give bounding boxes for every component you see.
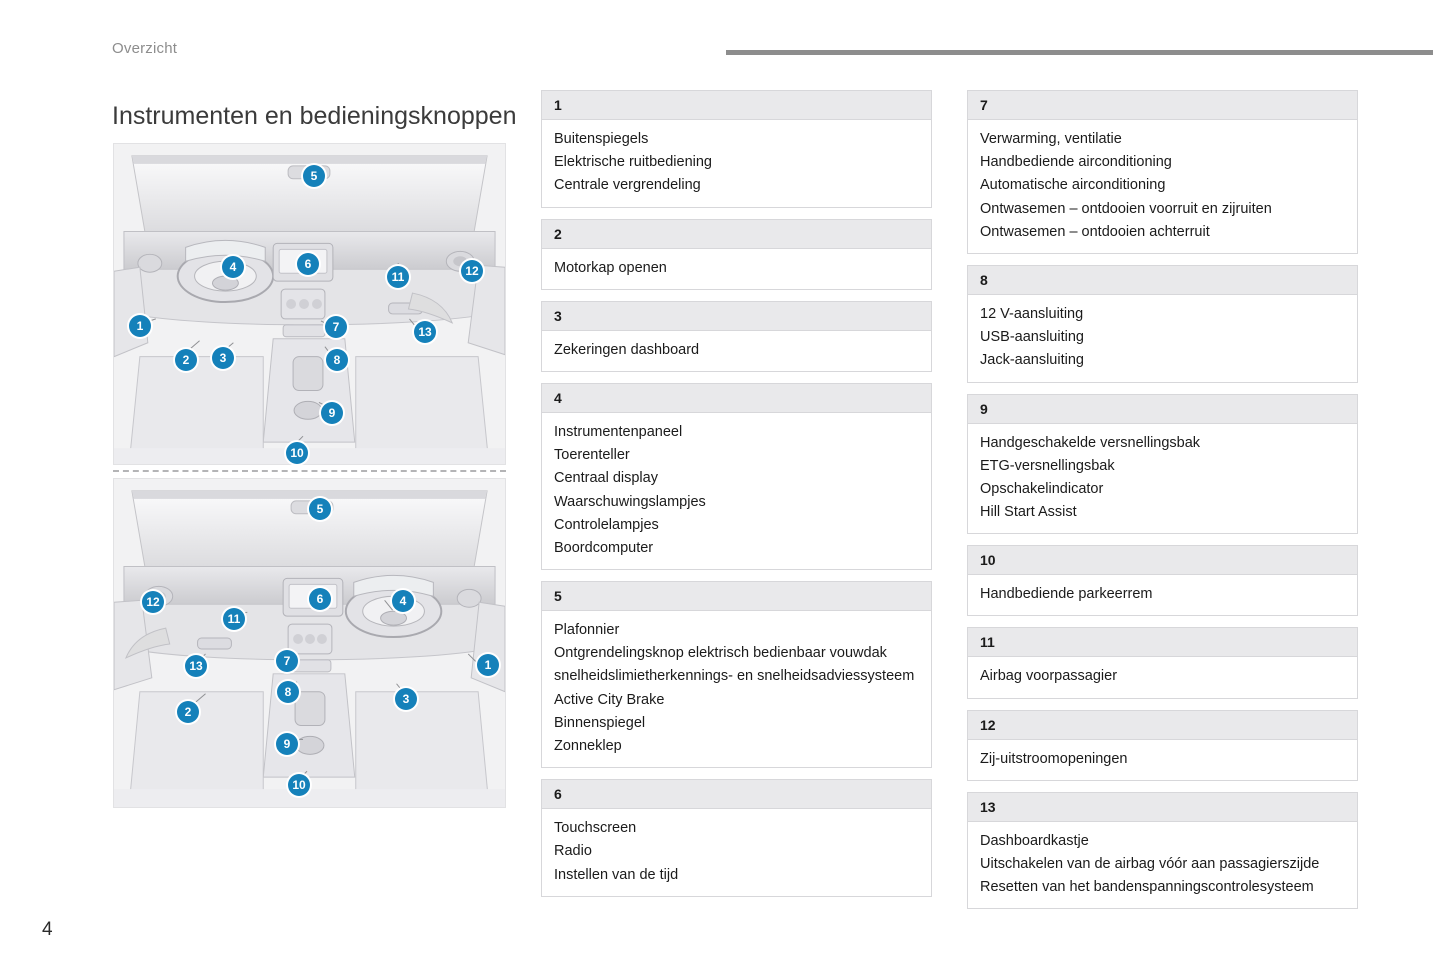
callout-list-right (967, 90, 1358, 920)
callout-number: 9 (967, 394, 1358, 424)
callout-line: Handbediende parkeerrem (980, 586, 1153, 603)
callout-body (541, 331, 932, 372)
callout-line: Active City Brake (554, 691, 665, 708)
callout-badge-1: 1 (477, 654, 499, 676)
callout-item (541, 581, 932, 768)
callout-number: 6 (541, 779, 932, 809)
callout-line: Controlelampjes (554, 516, 659, 533)
callout-number: 4 (541, 383, 932, 413)
page-title: Instrumenten en bedieningsknoppen (112, 101, 517, 130)
callout-line: Zekeringen dashboard (554, 341, 700, 358)
callout-badge-9: 9 (321, 402, 343, 424)
callout-line: Motorkap openen (554, 259, 667, 276)
callout-badge-9: 9 (276, 733, 298, 755)
callout-list-middle (541, 90, 932, 908)
dashboard-illustration-rhd (113, 478, 506, 808)
callout-number: 5 (541, 581, 932, 611)
callout-badge-3: 3 (395, 688, 417, 710)
callout-badge-7: 7 (276, 650, 298, 672)
callout-item (967, 394, 1358, 535)
lhd-interior-drawing (114, 144, 505, 464)
callout-line: Centrale vergrendeling (554, 177, 701, 194)
header-rule (726, 50, 1433, 55)
callout-number: 10 (967, 545, 1358, 575)
callout-badge-13: 13 (414, 321, 436, 343)
callout-badge-8: 8 (277, 681, 299, 703)
callout-line: USB-aansluiting (980, 329, 1084, 346)
callout-number: 7 (967, 90, 1358, 120)
callout-number: 8 (967, 265, 1358, 295)
illustration-separator (113, 470, 506, 472)
callout-number: 11 (967, 627, 1358, 657)
callout-body (967, 657, 1358, 698)
callout-item (967, 90, 1358, 254)
callout-badge-11: 11 (387, 266, 409, 288)
callout-line: Plafonnier (554, 622, 620, 639)
callout-item (541, 219, 932, 290)
callout-line: Handbediende airconditioning (980, 154, 1172, 171)
callout-number: 13 (967, 792, 1358, 822)
callout-badge-2: 2 (175, 349, 197, 371)
callout-number: 1 (541, 90, 932, 120)
callout-body (967, 424, 1358, 535)
callout-line: Dashboardkastje (980, 832, 1089, 849)
callout-item (967, 545, 1358, 616)
callout-badge-12: 12 (142, 591, 164, 613)
callout-item (967, 627, 1358, 698)
callout-line: Ontwasemen – ontdooien voorruit en zijruiten (980, 200, 1272, 217)
callout-line: Instrumentenpaneel (554, 423, 683, 440)
callout-badge-10: 10 (286, 442, 308, 464)
callout-line: Instellen van de tijd (554, 866, 679, 883)
callout-line: Elektrische ruitbediening (554, 154, 712, 171)
callout-line: Uitschakelen van de airbag vóór aan passagierszijde (980, 856, 1320, 872)
callout-badge-7: 7 (325, 316, 347, 338)
callout-number: 2 (541, 219, 932, 249)
callout-item (967, 792, 1358, 910)
rhd-interior-drawing (114, 479, 505, 807)
callout-item (541, 779, 932, 897)
callout-line: Ontgrendelingsknop elektrisch bedienbaar vouwdak (554, 645, 887, 662)
callout-item (967, 710, 1358, 781)
callout-badge-4: 4 (222, 256, 244, 278)
callout-body (967, 120, 1358, 254)
callout-line: Ontwasemen – ontdooien achterruit (980, 223, 1210, 240)
callout-item (541, 383, 932, 570)
callout-badge-3: 3 (212, 347, 234, 369)
callout-line: 12 V-aansluiting (980, 305, 1084, 322)
dashboard-illustration-lhd (113, 143, 506, 465)
callout-badge-12: 12 (461, 260, 483, 282)
callout-line: Verwarming, ventilatie (980, 131, 1122, 147)
callout-line: Centraal display (554, 470, 658, 487)
callout-line: Radio (554, 843, 592, 860)
section-label: Overzicht (112, 40, 178, 57)
callout-badge-10: 10 (288, 774, 310, 796)
callout-body (541, 611, 932, 768)
callout-badge-4: 4 (392, 590, 414, 612)
callout-line: Airbag voorpassagier (980, 668, 1118, 685)
callout-item (541, 301, 932, 372)
callout-body (967, 822, 1358, 910)
callout-line: Waarschuwingslampjes (554, 493, 706, 510)
page-number: 4 (42, 919, 53, 940)
callout-line: snelheidslimietherkennings- en snelheidsadviessysteem (554, 668, 915, 685)
callout-item (967, 265, 1358, 383)
callout-badge-6: 6 (309, 588, 331, 610)
callout-number: 12 (967, 710, 1358, 740)
callout-body (541, 249, 932, 290)
callout-line: Jack-aansluiting (980, 352, 1084, 369)
callout-body (967, 740, 1358, 781)
callout-line: Resetten van het bandenspanningscontrolesysteem (980, 879, 1314, 896)
callout-body (967, 575, 1358, 616)
callout-line: Hill Start Assist (980, 504, 1077, 521)
callout-body (541, 413, 932, 570)
callout-body (967, 295, 1358, 383)
callout-badge-13: 13 (185, 655, 207, 677)
callout-badge-6: 6 (297, 253, 319, 275)
callout-item (541, 90, 932, 208)
callout-line: Zij-uitstroomopeningen (980, 750, 1128, 767)
callout-badge-8: 8 (326, 349, 348, 371)
callout-line: Touchscreen (554, 820, 637, 837)
callout-line: Handgeschakelde versnellingsbak (980, 434, 1201, 451)
callout-line: Buitenspiegels (554, 131, 649, 147)
callout-line: ETG-versnellingsbak (980, 457, 1115, 474)
callout-badge-1: 1 (129, 315, 151, 337)
callout-badge-5: 5 (309, 498, 331, 520)
callout-badge-5: 5 (303, 165, 325, 187)
callout-body (541, 809, 932, 897)
callout-badge-11: 11 (223, 608, 245, 630)
callout-body (541, 120, 932, 208)
callout-line: Toerenteller (554, 447, 630, 464)
callout-badge-2: 2 (177, 701, 199, 723)
callout-line: Opschakelindicator (980, 480, 1104, 497)
callout-line: Boordcomputer (554, 539, 654, 556)
callout-number: 3 (541, 301, 932, 331)
callout-line: Zonneklep (554, 738, 622, 754)
callout-line: Automatische airconditioning (980, 177, 1166, 194)
callout-line: Binnenspiegel (554, 714, 646, 731)
